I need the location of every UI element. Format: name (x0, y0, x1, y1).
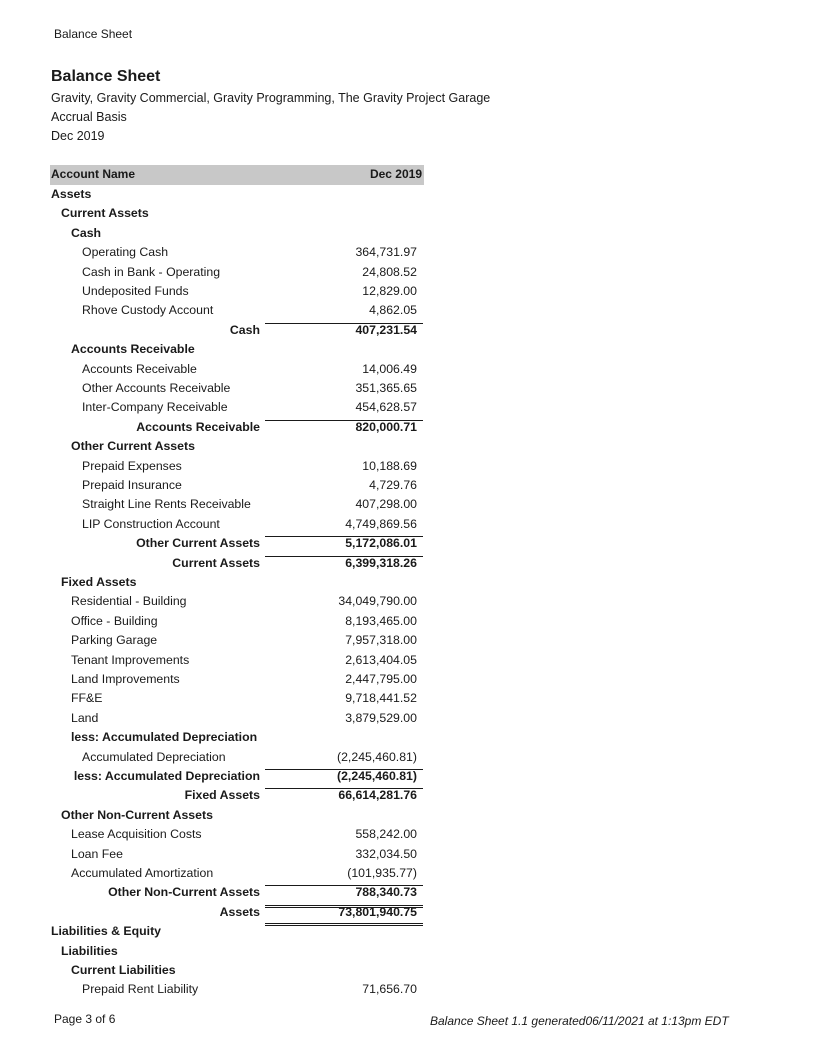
amount: 4,749,869.56 (345, 517, 417, 531)
amount: (2,245,460.81) (337, 769, 417, 783)
column-header-account-name: Account Name (51, 167, 136, 181)
account-name: Straight Line Rents Receivable (82, 497, 251, 511)
subtotal-rule (265, 885, 423, 886)
section-header-row (0, 943, 815, 962)
account-name: Office - Building (71, 614, 158, 628)
table-row (0, 496, 815, 515)
account-name: Prepaid Rent Liability (82, 982, 199, 996)
amount: 10,188.69 (362, 459, 417, 473)
amount: 788,340.73 (355, 885, 417, 899)
section-header-row (0, 807, 815, 826)
total-row (0, 535, 815, 554)
total-row (0, 884, 815, 903)
table-row (0, 826, 815, 845)
amount: 364,731.97 (355, 245, 417, 259)
account-name: Land (71, 711, 99, 725)
amount: 8,193,465.00 (345, 614, 417, 628)
report-entities: Gravity, Gravity Commercial, Gravity Programming, The Gravity Project Garage (51, 91, 491, 105)
account-name: Undeposited Funds (82, 284, 189, 298)
table-row (0, 244, 815, 263)
section-header-row (0, 574, 815, 593)
account-name: Other Non-Current Assets (61, 808, 213, 822)
table-row (0, 264, 815, 283)
table-row (0, 458, 815, 477)
total-row (0, 787, 815, 806)
total-row (0, 768, 815, 787)
amount: 407,298.00 (355, 497, 417, 511)
column-header-period: Dec 2019 (369, 167, 422, 181)
section-header-row (0, 186, 815, 205)
section-header-row (0, 962, 815, 981)
table-row (0, 846, 815, 865)
account-name: Lease Acquisition Costs (71, 827, 202, 841)
table-row (0, 302, 815, 321)
subtotal-rule (265, 769, 423, 770)
amount: 4,862.05 (369, 303, 417, 317)
total-row (0, 322, 815, 341)
section-header-row (0, 341, 815, 360)
subtotal-rule (265, 420, 423, 421)
account-name: Loan Fee (71, 847, 123, 861)
account-name: Operating Cash (82, 245, 169, 259)
account-name: Cash in Bank - Operating (82, 265, 221, 279)
table-row (0, 981, 815, 1000)
total-row (0, 555, 815, 574)
section-header-row (0, 225, 815, 244)
account-name: Cash (71, 226, 102, 240)
section-header-row (0, 438, 815, 457)
account-name: Other Accounts Receivable (82, 381, 231, 395)
table-header (50, 165, 424, 185)
account-name: Fixed Assets (61, 575, 137, 589)
amount: 820,000.71 (355, 420, 417, 434)
account-name: LIP Construction Account (82, 517, 220, 531)
report-period: Dec 2019 (51, 129, 105, 143)
subtotal-rule (265, 536, 423, 537)
amount: 2,447,795.00 (345, 672, 417, 686)
table-row (0, 361, 815, 380)
account-name: Cash (229, 323, 260, 337)
total-row (0, 419, 815, 438)
amount: 9,718,441.52 (345, 691, 417, 705)
amount: (2,245,460.81) (337, 750, 417, 764)
section-header-row (0, 729, 815, 748)
amount: 454,628.57 (355, 400, 417, 414)
table-row (0, 516, 815, 535)
amount: 24,808.52 (362, 265, 417, 279)
amount: 34,049,790.00 (338, 594, 417, 608)
amount: 71,656.70 (362, 982, 417, 996)
account-name: Other Non-Current Assets (108, 885, 260, 899)
amount: 3,879,529.00 (345, 711, 417, 725)
account-name: Prepaid Expenses (82, 459, 182, 473)
report-basis: Accrual Basis (51, 110, 127, 124)
table-row (0, 613, 815, 632)
amount: 12,829.00 (362, 284, 417, 298)
account-name: Other Current Assets (71, 439, 195, 453)
table-row (0, 710, 815, 729)
account-name: Land Improvements (71, 672, 180, 686)
table-row (0, 477, 815, 496)
amount: 6,399,318.26 (345, 556, 417, 570)
account-name: Accounts Receivable (71, 342, 195, 356)
amount: 351,365.65 (355, 381, 417, 395)
table-row (0, 690, 815, 709)
account-name: Other Current Assets (136, 536, 260, 550)
table-row (0, 652, 815, 671)
amount: 7,957,318.00 (345, 633, 417, 647)
account-name: Accumulated Amortization (71, 866, 214, 880)
account-name: Fixed Assets (184, 788, 260, 802)
account-name: Accounts Receivable (82, 362, 197, 376)
account-name: less: Accumulated Depreciation (73, 769, 260, 783)
subtotal-rule (265, 323, 423, 324)
account-name: Accumulated Depreciation (82, 750, 226, 764)
grand-total-double-rule (265, 923, 423, 926)
account-name: Prepaid Insurance (82, 478, 182, 492)
account-name: Assets (219, 905, 260, 919)
subtotal-rule (265, 788, 423, 789)
amount: 332,034.50 (355, 847, 417, 861)
account-name: Parking Garage (71, 633, 158, 647)
account-name: Residential - Building (71, 594, 187, 608)
account-name: Accounts Receivable (136, 420, 260, 434)
report-title: Balance Sheet (51, 68, 161, 85)
amount: 4,729.76 (369, 478, 417, 492)
amount: 66,614,281.76 (338, 788, 417, 802)
account-name: Assets (51, 187, 92, 201)
account-name: Current Liabilities (71, 963, 176, 977)
section-header-row (0, 205, 815, 224)
account-name: Current Assets (172, 556, 260, 570)
footer-generated-info: Balance Sheet 1.1 generated06/11/2021 at 1:13pm EDT (430, 1014, 729, 1028)
table-row (0, 283, 815, 302)
running-header: Balance Sheet (54, 27, 133, 41)
account-name: FF&E (71, 691, 103, 705)
amount: 5,172,086.01 (345, 536, 417, 550)
table-row (0, 749, 815, 768)
account-name: Inter-Company Receivable (82, 400, 228, 414)
table-row (0, 380, 815, 399)
amount: 407,231.54 (355, 323, 417, 337)
table-row (0, 632, 815, 651)
amount: 73,801,940.75 (338, 905, 417, 919)
amount: 558,242.00 (355, 827, 417, 841)
account-name: Current Assets (61, 206, 149, 220)
footer-page-number: Page 3 of 6 (54, 1012, 116, 1026)
table-row (0, 671, 815, 690)
account-name: less: Accumulated Depreciation (71, 730, 258, 744)
table-row (0, 593, 815, 612)
table-row (0, 399, 815, 418)
amount: 2,613,404.05 (345, 653, 417, 667)
account-name: Tenant Improvements (71, 653, 190, 667)
table-row (0, 865, 815, 884)
amount: 14,006.49 (362, 362, 417, 376)
subtotal-rule (265, 556, 423, 557)
account-name: Rhove Custody Account (82, 303, 214, 317)
amount: (101,935.77) (347, 866, 417, 880)
account-name: Liabilities (61, 944, 118, 958)
account-name: Liabilities & Equity (51, 924, 162, 938)
double-underline (265, 905, 423, 908)
